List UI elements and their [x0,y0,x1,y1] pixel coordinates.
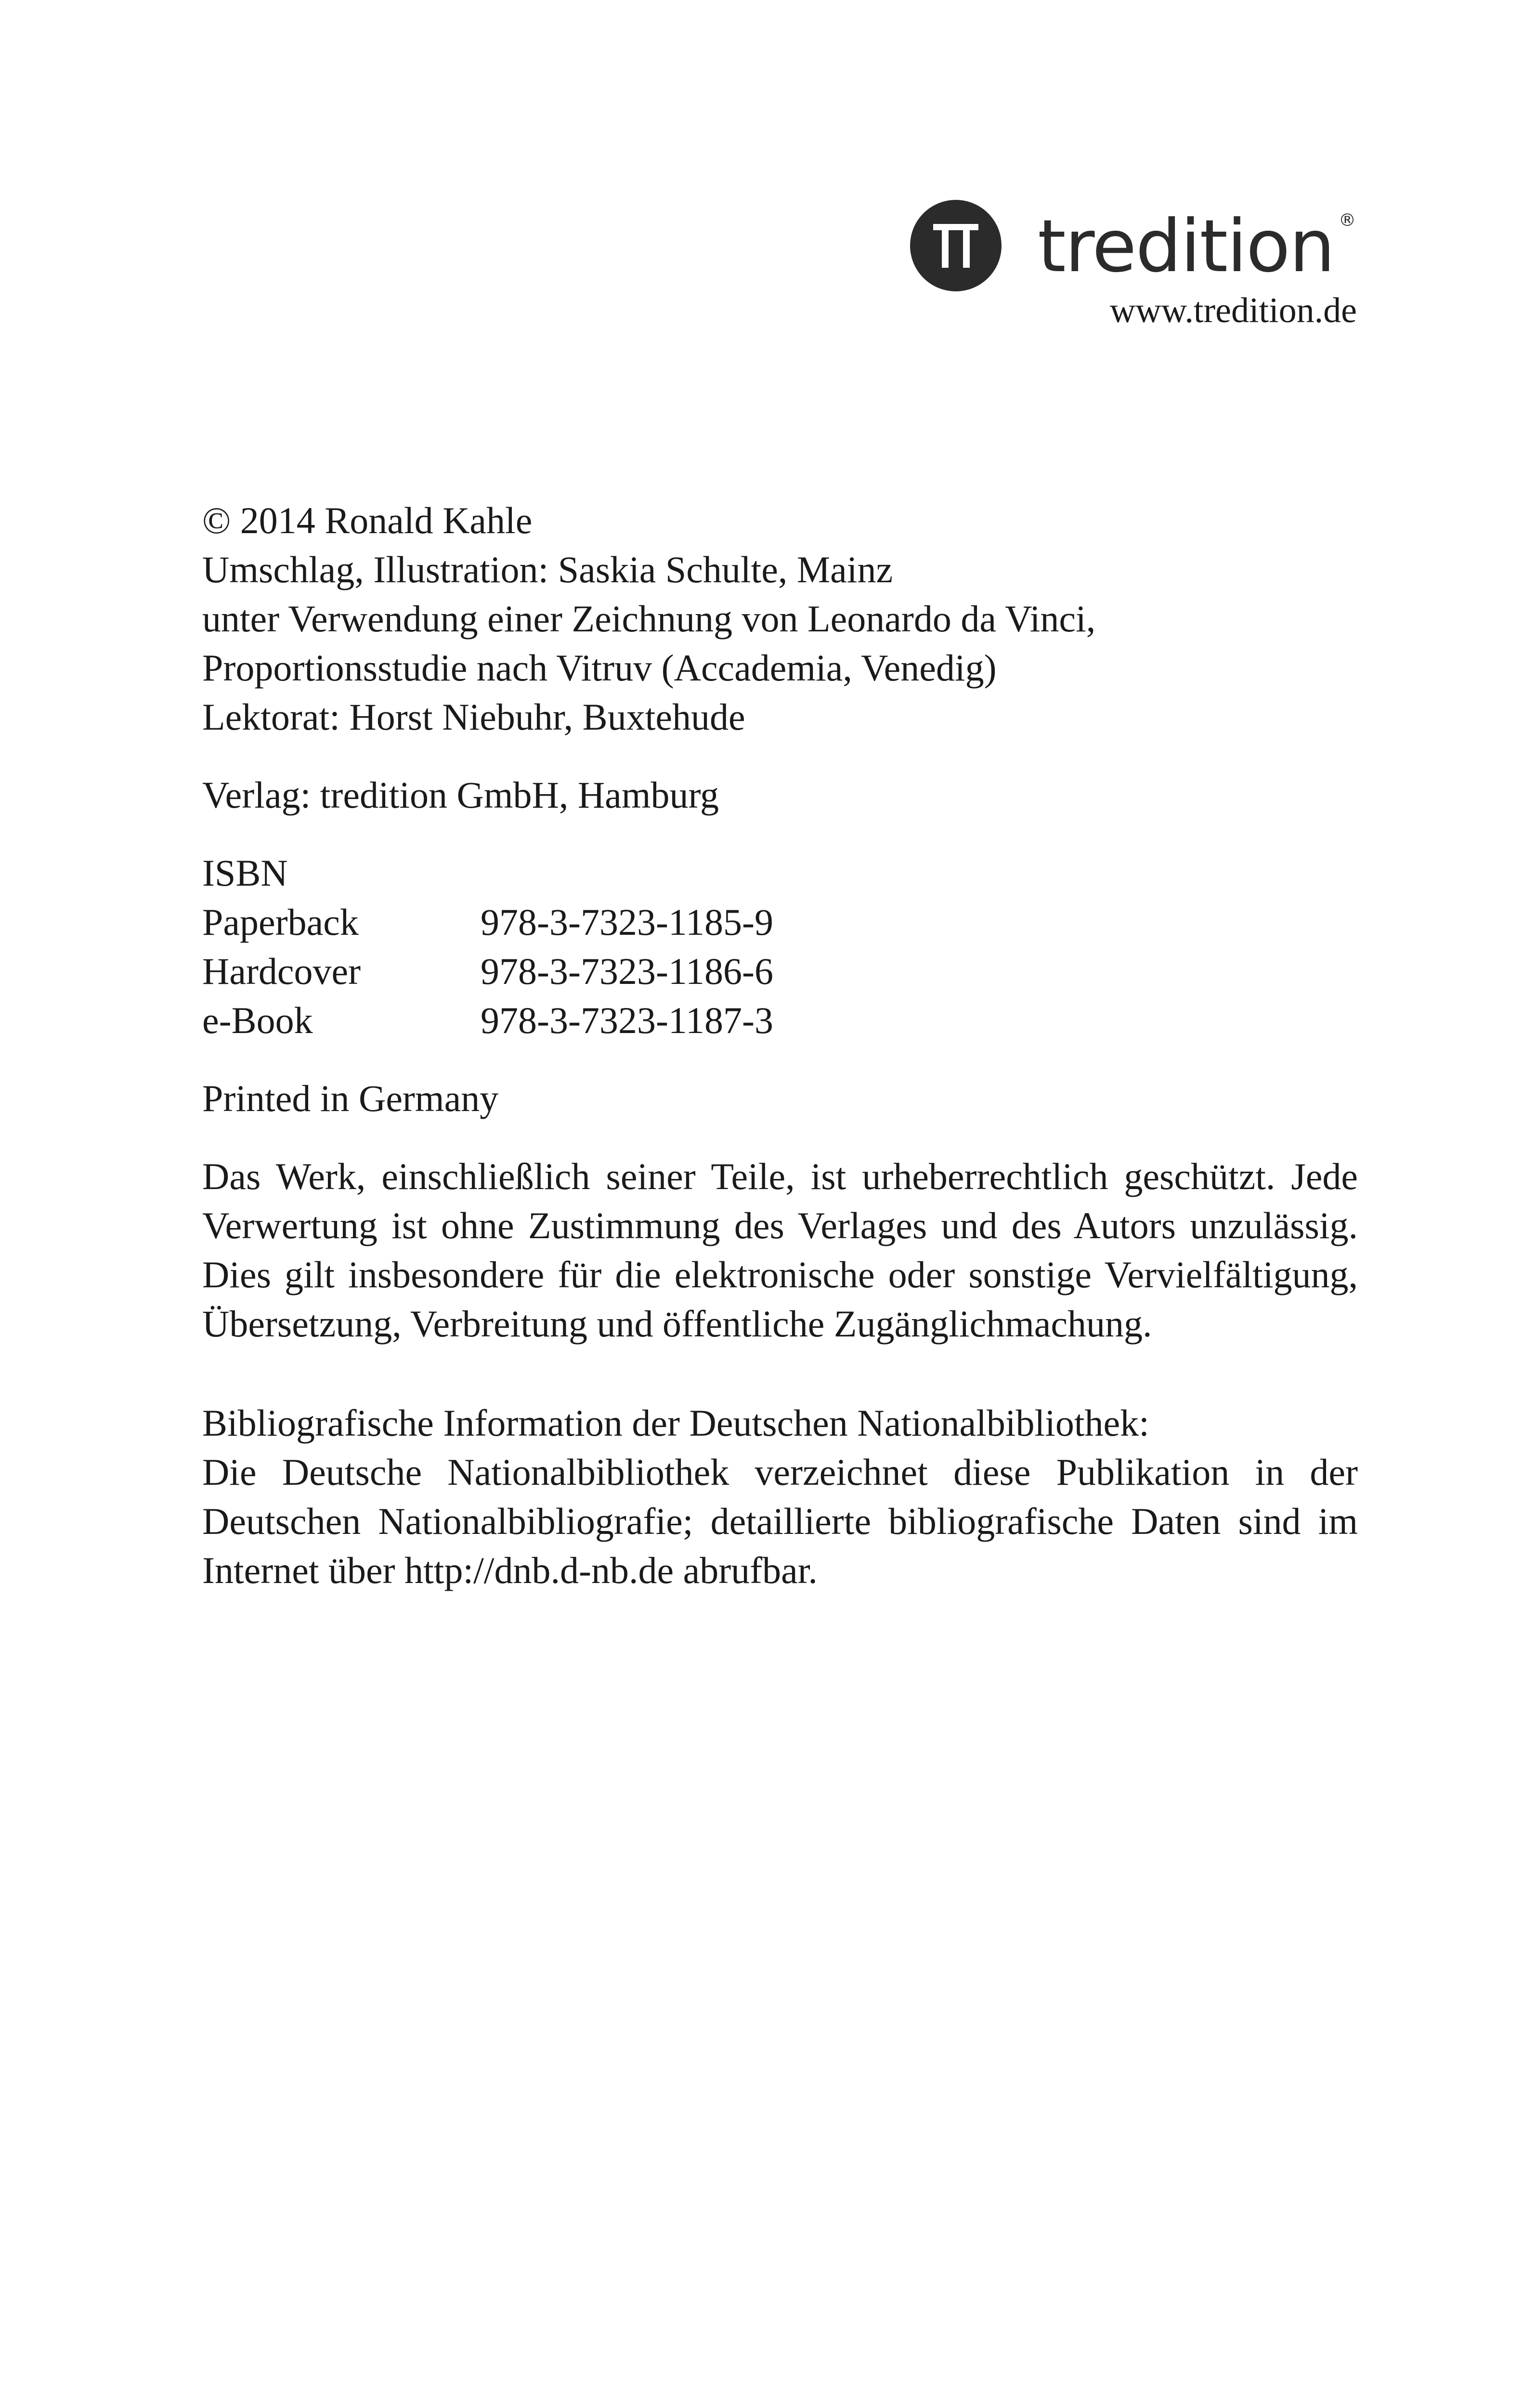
isbn-row-paperback [202,898,1358,947]
isbn-number: 978-3-7323-1185-9 [481,901,774,943]
publisher-logo [910,200,1363,296]
publisher-line: Verlag: tredition GmbH, Hamburg [202,774,719,816]
rights-notice: Das Werk, einschließlich seiner Teile, ist urheberrechtlich geschützt. Jede Verwertung ist ohne Zustimmung des Verlages und des Autors unzulässig. Dies gilt insbesondere für die elektronische oder sonstige Vervielfältigung, Übersetzung, Verbreitung und öffentliche Zugänglichmachung. [202,1155,1358,1345]
isbn-number: 978-3-7323-1187-3 [481,999,774,1041]
imprint-content [202,496,1358,1595]
publisher-website: www.tredition.de [1109,291,1357,330]
cover-source-line-1: unter Verwendung einer Zeichnung von Leonardo da Vinci, [202,598,1096,640]
isbn-format: Hardcover [202,950,361,992]
isbn-row-ebook [202,996,1358,1045]
printed-in-line: Printed in Germany [202,1077,499,1119]
bibliographic-heading: Bibliografische Information der Deutschen Nationalbibliothek: [202,1402,1149,1444]
logo-wordmark: tredition [1038,205,1334,288]
isbn-block [202,849,1358,1045]
bibliographic-text: Die Deutsche Nationalbibliothek verzeichnet diese Publikation in der Deutschen Nationalbibliografie; detaillierte bibliografische Daten sind im Internet über http://dnb.d-nb.de abrufbar. [202,1451,1358,1591]
tredition-logo-icon [910,200,1002,291]
editing-credit: Lektorat: Horst Niebuhr, Buxtehude [202,696,745,738]
cover-source-line-2: Proportionsstudie nach Vitruv (Accademia, Venedig) [202,647,997,689]
copyright-line: © 2014 Ronald Kahle [202,499,533,541]
credits-block [202,496,1358,742]
isbn-format: Paperback [202,901,359,943]
isbn-number: 978-3-7323-1186-6 [481,950,774,992]
isbn-row-hardcover [202,947,1358,996]
bibliographic-info [202,1399,1358,1595]
isbn-heading: ISBN [202,852,288,894]
cover-credit: Umschlag, Illustration: Saskia Schulte, Mainz [202,549,893,590]
registered-mark: ® [1339,210,1356,230]
isbn-format: e-Book [202,999,313,1041]
